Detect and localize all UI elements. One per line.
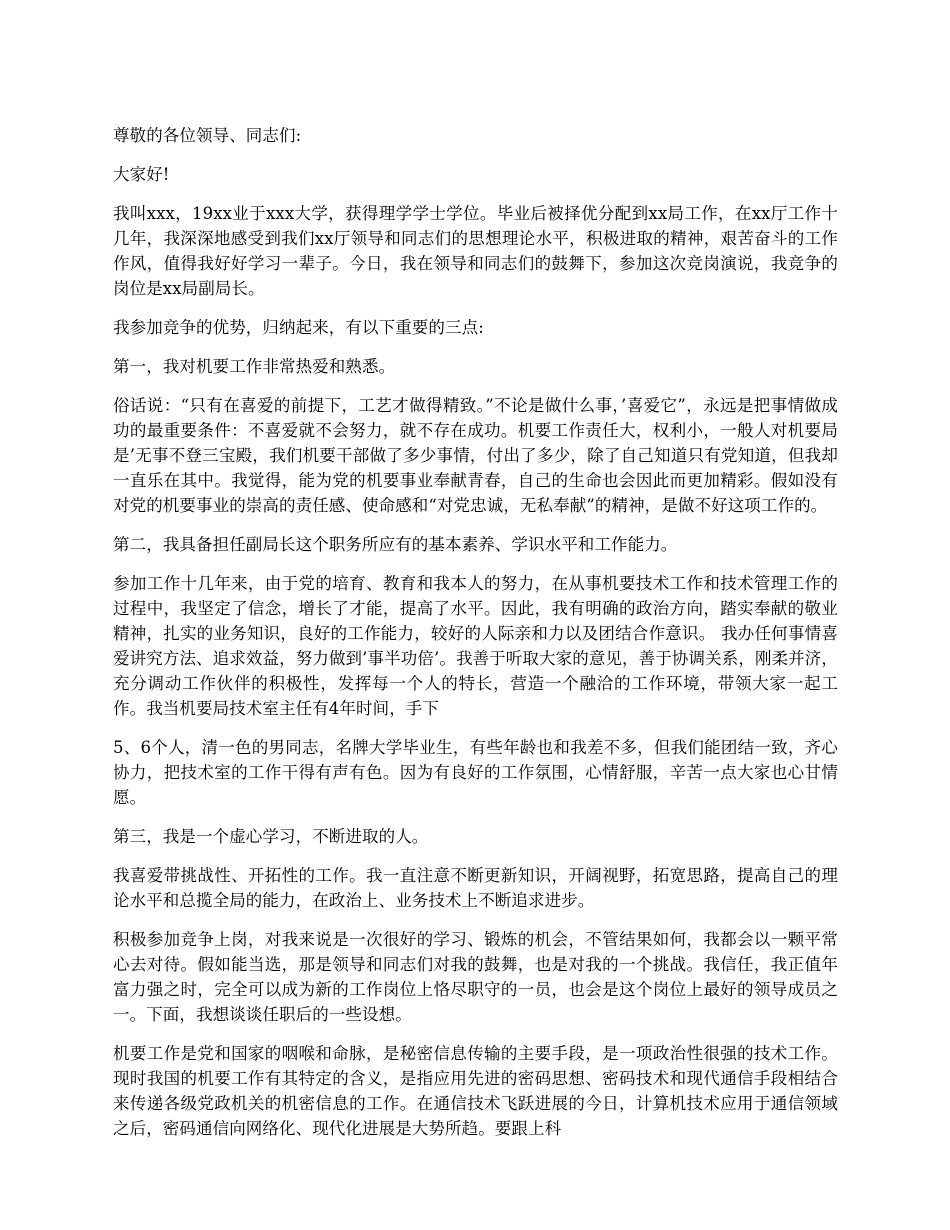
- paragraph-point-three: 我喜爱带挑战性、开拓性的工作。我一直注意不断更新知识，开阔视野，拓宽思路，提高自己的理论水平和总揽全局的能力，在政治上、业务技术上不断追求进步。: [113, 866, 838, 910]
- heading-point-three: 第三，我是一个虚心学习，不断进取的人。: [113, 827, 429, 846]
- document-body: [113, 123, 838, 1155]
- heading-point-one: 第一，我对机要工作非常热爱和熟悉。: [113, 357, 396, 376]
- paragraph-point-two: 参加工作十几年来，由于党的培育、教育和我本人的努力，在从事机要技术工作和技术管理工作的过程中，我坚定了信念，增长了才能，提高了水平。因此，我有明确的政治方向，踏实奉献的敬业精神，扎实的业务知识，良好的工作能力，较好的人际亲和力以及团结合作意识。 我办任何事情喜爱讲究方法、追求效益，努力做到’事半功倍’。我善于听取大家的意见，善于协调关系，刚柔并济，充分调动工作伙伴的积极性，发挥每一个人的特长，营造一个融洽的工作环境，带领大家一起工作。我当机要局技术室主任有4年时间，手下: [113, 574, 838, 718]
- heading-point-two: 第二，我具备担任副局长这个职务所应有的基本素养、学识水平和工作能力。: [113, 535, 678, 554]
- paragraph-competition: 积极参加竞争上岗，对我来说是一次很好的学习、锻炼的机会，不管结果如何，我都会以一颗平常心去对待。假如能当选，那是领导和同志们对我的鼓舞，也是对我的一个挑战。我信任，我正值年富力强之时，完全可以成为新的工作岗位上恪尽职守的一员，也会是这个岗位上最好的领导成员之一。下面，我想谈谈任职后的一些设想。: [113, 930, 838, 1024]
- paragraph-confidential-work: 机要工作是党和国家的咽喉和命脉，是秘密信息传输的主要手段，是一项政治性很强的技术工作。现时我国的机要工作有其特定的含义，是指应用先进的密码思想、密码技术和现代通信手段相结合来传递各级党政机关的机密信息的工作。在通信技术飞跃进展的今日，计算机技术应用于通信领域之后，密码通信向网络化、现代化进展是大势所趋。要跟上科: [113, 1044, 838, 1138]
- paragraph-advantages-intro: 我参加竞争的优势，归纳起来，有以下重要的三点:: [113, 318, 484, 337]
- paragraph-introduction: 我叫xxx，19xx业于xxx大学，获得理学学士学位。毕业后被择优分配到xx局工作，在xx厅工作十几年，我深深地感受到我们xx厅领导和同志们的思想理论水平，积极进取的精神，艰苦奋斗的工作作风，值得我好好学习一辈子。今日，我在领导和同志们的鼓舞下，参加这次竞岗演说，我竞争的岗位是xx局副局长。: [113, 204, 838, 298]
- paragraph-point-two-continued: 5、6个人，清一色的男同志，名牌大学毕业生，有些年龄也和我差不多，但我们能团结一致，齐心协力，把技术室的工作干得有声有色。因为有良好的工作氛围，心情舒服，辛苦一点大家也心甘情愿。: [113, 738, 838, 807]
- paragraph-point-one: 俗话说：“只有在喜爱的前提下，工艺才做得精致。”不论是做什么事，’喜爱它”，永远是把事情做成功的最重要条件：不喜爱就不会努力，就不存在成功。机要工作责任大，权利小，一般人对机要局是’无事不登三宝殿，我们机要干部做了多少事情，付出了多少，除了自己知道只有党知道，但我却一直乐在其中。我觉得，能为党的机要事业奉献青春，自己的生命也会因此而更加精彩。假如没有对党的机要事业的崇高的责任感、使命感和“对党忠诚，无私奉献”的精神，是做不好这项工作的。: [113, 396, 838, 515]
- greeting: 大家好!: [113, 165, 170, 184]
- salutation: 尊敬的各位领导、同志们:: [113, 126, 302, 145]
